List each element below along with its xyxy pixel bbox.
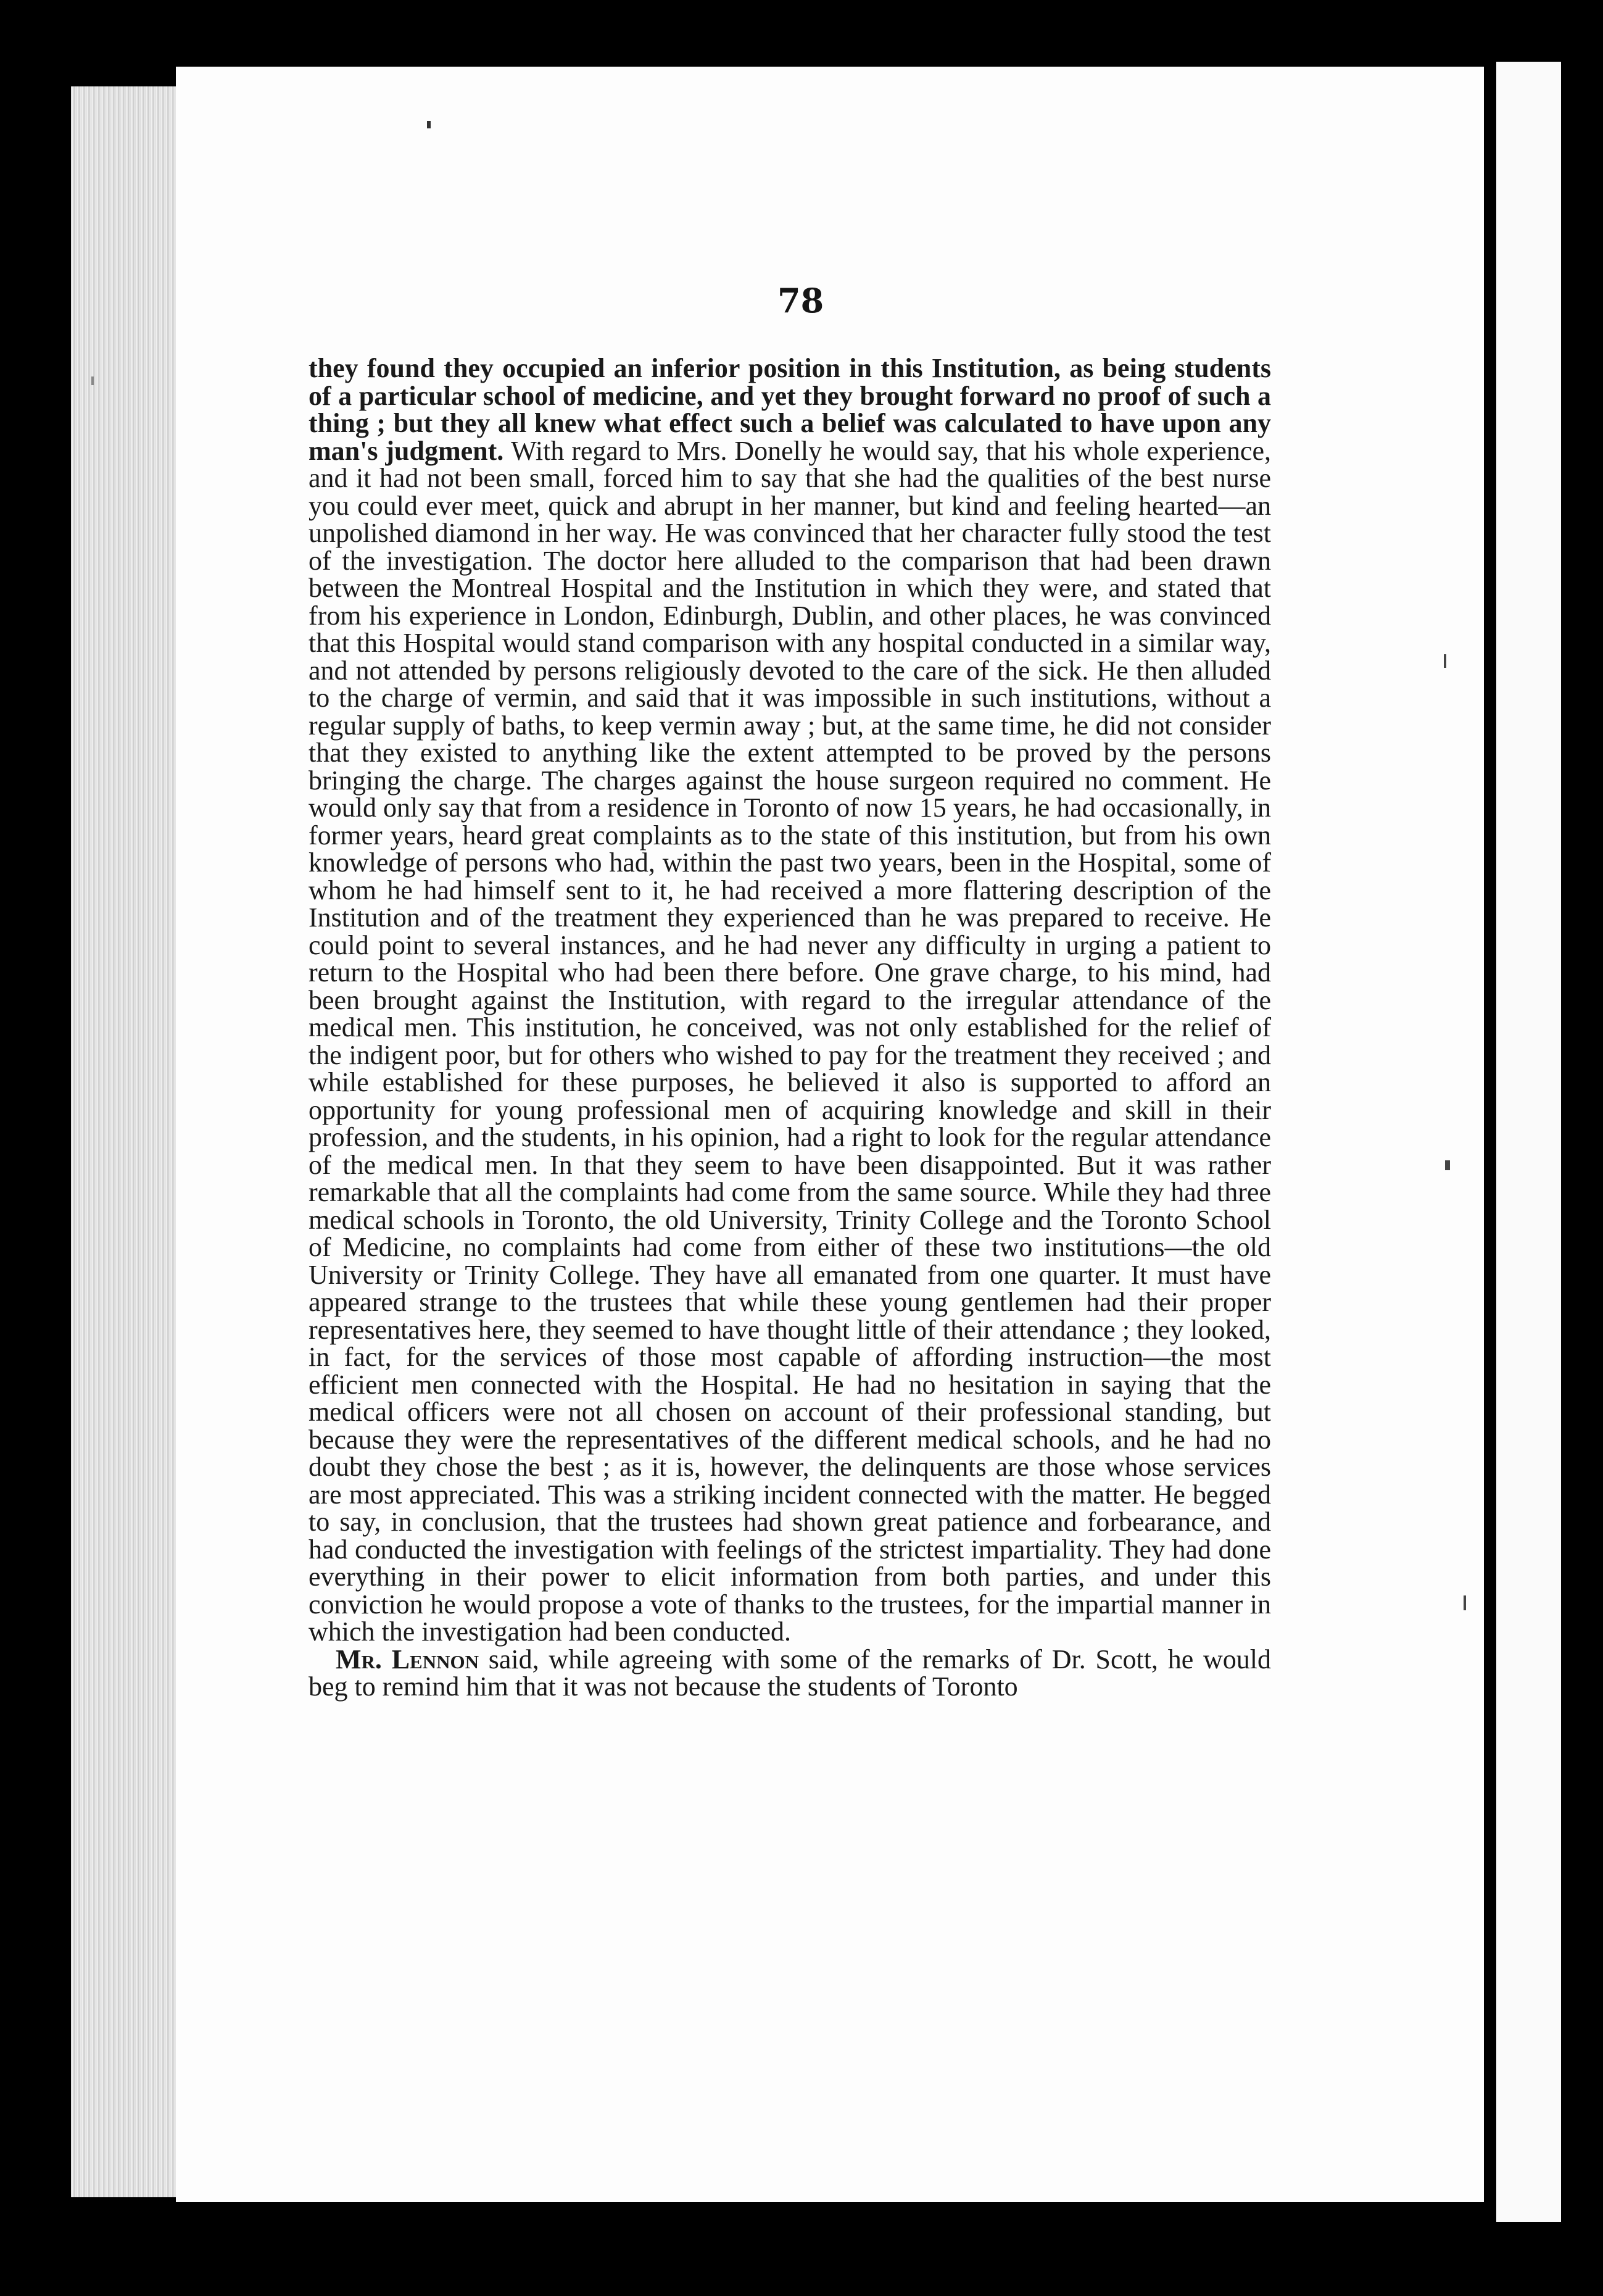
speck [1445, 1160, 1450, 1170]
speck [1444, 654, 1446, 668]
paragraph-2-run: said, while agreeing with some of the remarks of Dr. Scott, he would beg to remind him that it was not because the students of Toronto [309, 1644, 1271, 1702]
speaker-name: Mr. Lennon [336, 1644, 479, 1674]
paragraph-2 [309, 1646, 1271, 1701]
paragraph-1-run: With regard to Mrs. Donelly he would say, that his whole experience, and it had not been small, forced him to say that she had the qualities of the best nurse you could ever meet, quick and abrupt in her manner, but kind and feeling hearted—an unpolished diamond in her way. He was convinced that her character fully stood the test of the investigation. The doctor here alluded to the comparison that had been drawn between the Montreal Hospital and the Institution in which they were, and stated that from his experience in London, Edinburgh, Dublin, and other places, he was convinced that this Hospital would stand comparison with any hospital conducted in a similar way, and not attended by persons religiously devoted to the care of the sick. He then alluded to the charge of vermin, and said that it was impossible in such institutions, without a regular supply of baths, to keep vermin away ; but, at the same time, he did not consider that they existed to anything like the extent attempted to be proved by the persons bringing the charge. The charges against the house surgeon required no comment. He would only say that from a residence in Toronto of now 15 years, he had occasionally, in former years, heard great complaints as to the state of this institution, but from his own knowledge of persons who had, within the past two years, been in the Hospital, some of whom he had himself sent to it, he had received a more flattering description of the Institution and of the treatment they experienced than he was prepared to receive. He could point to several instances, and he had never any difficulty in urging a patient to return to the Hospital who had been there before. One grave charge, to his mind, had been brought against the Institution, with regard to the irregular attendance of the medical men. This institution, he conceived, was not only established for the relief of the indigent poor, but for others who wished to pay for the treatment they received ; and while established for these purposes, he believed it also is supported to afford an opportunity for young professional men of acquiring knowledge and skill in their profession, and the students, in his opinion, had a right to look for the regular attendance of the medical men. In that they seem to have been disappointed. But it was rather remarkable that all the complaints had come from the same source. While they had three medical schools in Toronto, the old University, Trinity College and the Toronto School of Medicine, no complaints had come from either of these two institutions—the old University or Trinity College. They have all emanated from one quarter. It must have appeared strange to the trustees that while these young gentlemen had their proper representatives here, they seemed to have thought little of their attendance ; they looked, in fact, for the services of those most capable of affording instruction—the most efficient men connected with the Hospital. He had no hesitation in saying that the medical officers were not all chosen on account of their professional standing, but because they were the representatives of the different medical schools, and he had no doubt they chose the best ; as it is, however, the delinquents are those whose services are most appreciated. This was a striking incident connected with the matter. He begged to say, in conclusion, that the trustees had shown great patience and forbearance, and had conducted the investigation with feelings of the strictest impartiality. They had done everything in their power to elicit information from both parties, and under this conviction he would propose a vote of thanks to the trustees, for the impartial manner in which the investigation had been conducted. [309, 435, 1271, 1647]
speck [91, 376, 94, 385]
body-text [309, 355, 1271, 1701]
speck [1464, 1595, 1466, 1610]
speck [427, 121, 431, 128]
page-number: 78 [777, 281, 824, 320]
paragraph-1 [309, 355, 1271, 1646]
paragraph-1-bold-run: they found they occupied an inferior position in this Institution, as being students of a particular school of medicine, and yet they brought forward no proof of such a thing ; but they all knew what effect such a belief was calculated to have upon any man's judgment. [309, 353, 1271, 466]
